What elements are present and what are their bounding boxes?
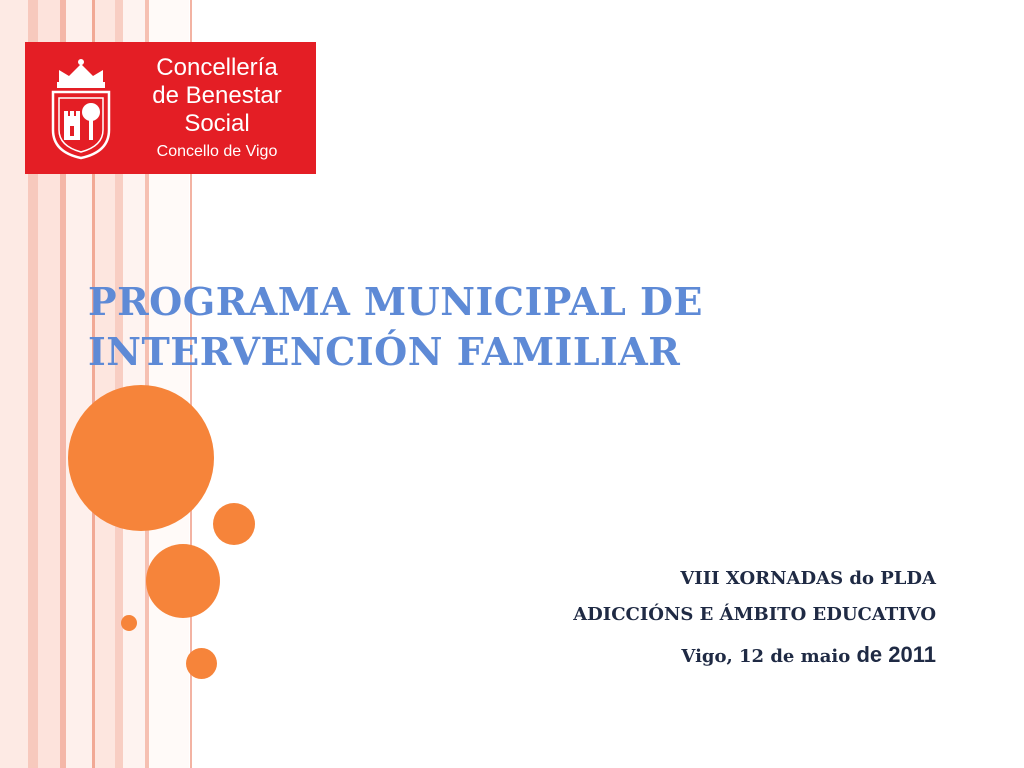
stripe xyxy=(0,0,28,768)
decorative-circle xyxy=(213,503,255,545)
subtitle-event: VIII XORNADAS do PLDA xyxy=(680,568,936,589)
subtitle-date-part-1: Vigo, 12 de maio xyxy=(681,646,857,667)
decorative-circle xyxy=(146,544,220,618)
slide-title-line-2: INTERVENCIÓN FAMILIAR xyxy=(88,329,681,374)
decorative-circle xyxy=(186,648,217,679)
decorative-circle-large xyxy=(68,385,214,531)
logo-line-concello: Concello de Vigo xyxy=(156,143,278,160)
city-crest-icon xyxy=(47,56,115,160)
logo-line-benestar: de Benestar xyxy=(152,82,282,109)
subtitle-date-part-2: de 2011 xyxy=(856,642,936,667)
subtitle-topic: ADICCIÓNS E ÁMBITO EDUCATIVO xyxy=(573,604,936,625)
logo-line-concelleria: Concellería xyxy=(156,54,278,81)
concelleria-logo xyxy=(25,42,316,174)
slide-title xyxy=(88,277,848,377)
decorative-circle-small xyxy=(121,615,137,631)
slide-title-line-1: PROGRAMA MUNICIPAL DE xyxy=(88,279,703,324)
logo-line-social: Social xyxy=(184,110,250,137)
subtitle-date xyxy=(681,642,936,668)
